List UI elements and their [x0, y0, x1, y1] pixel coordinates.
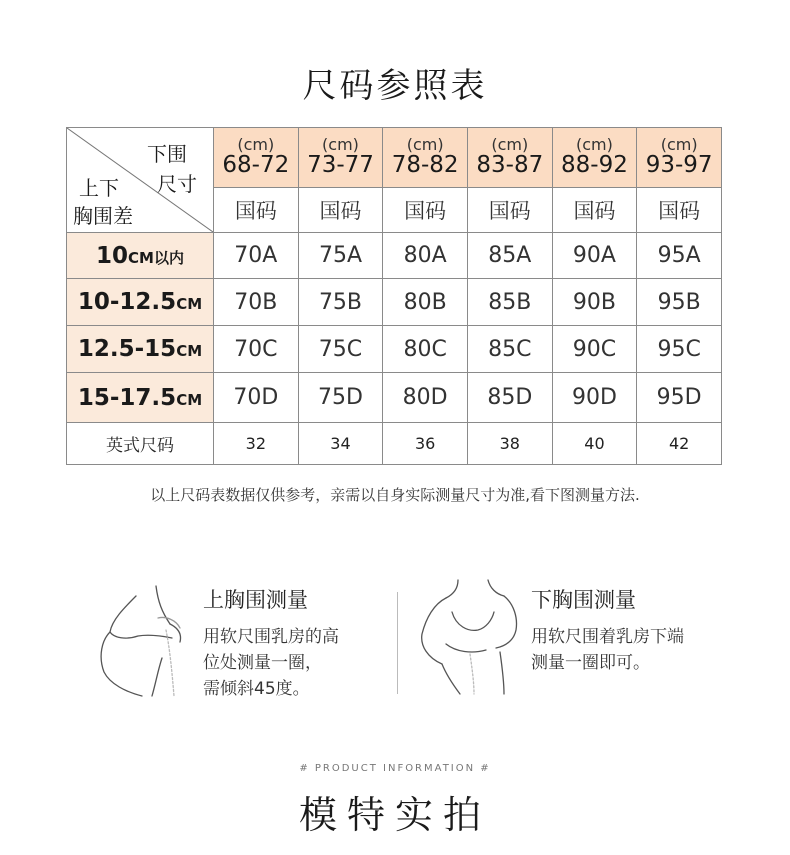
size-cell: 75A — [298, 233, 383, 279]
size-cell: 70A — [214, 233, 299, 279]
size-cell: 85D — [467, 373, 552, 423]
size-cell: 75C — [298, 326, 383, 373]
page-title: 尺码参照表 — [302, 66, 488, 106]
guoma-header-cell: 国码 — [552, 187, 637, 232]
guoma-header-cell: 国码 — [637, 187, 722, 232]
english-size-cell: 40 — [552, 423, 637, 465]
size-cell: 90D — [552, 373, 637, 423]
english-size-label: 英式尺码 — [67, 423, 214, 465]
english-size-cell: 36 — [383, 423, 468, 465]
size-cell: 75D — [298, 373, 383, 423]
size-chart-table — [66, 127, 722, 465]
size-cell: 85A — [467, 233, 552, 279]
row-header-cell: 15-17.5CM — [67, 373, 214, 423]
lower-bust-title: 下胸围测量 — [531, 588, 636, 612]
lower-bust-line: 测量一圈即可。 — [531, 653, 650, 673]
row-header-cell: 10-12.5CM — [67, 279, 214, 326]
product-info-tag: # PRODUCT INFORMATION # — [299, 763, 491, 774]
range-header-cell: (cm) 83-87 — [467, 128, 552, 188]
range-header-cell: (cm) 93-97 — [637, 128, 722, 188]
corner-size-label: 尺寸 — [157, 172, 197, 196]
corner-diff-label: 胸围差 — [73, 204, 133, 228]
row-header-cell: 10CM以内 — [67, 233, 214, 279]
size-cell: 95D — [637, 373, 722, 423]
size-cell: 80C — [383, 326, 468, 373]
size-cell: 80D — [383, 373, 468, 423]
size-cell: 85B — [467, 279, 552, 326]
english-size-cell: 34 — [298, 423, 383, 465]
lower-bust-illustration — [412, 574, 530, 696]
size-cell: 75B — [298, 279, 383, 326]
table-row — [67, 326, 722, 373]
corner-top-bottom-label: 上下 — [79, 176, 119, 200]
guoma-header-cell: 国码 — [383, 187, 468, 232]
table-row — [67, 423, 722, 465]
size-cell: 70B — [214, 279, 299, 326]
size-cell: 95A — [637, 233, 722, 279]
upper-bust-line: 用软尺围乳房的高 — [203, 627, 339, 647]
table-row — [67, 279, 722, 326]
english-size-cell: 32 — [214, 423, 299, 465]
product-section-title: 模特实拍 — [298, 793, 491, 837]
upper-bust-line: 需倾斜45度。 — [203, 679, 310, 699]
english-size-cell: 38 — [467, 423, 552, 465]
upper-bust-illustration — [96, 578, 196, 698]
size-cell: 70C — [214, 326, 299, 373]
guoma-header-cell: 国码 — [298, 187, 383, 232]
row-header-cell: 12.5-15CM — [67, 326, 214, 373]
size-cell: 85C — [467, 326, 552, 373]
upper-bust-instructions — [203, 624, 339, 702]
size-chart-note: 以上尺码表数据仅供参考，亲需以自身实际测量尺寸为准,看下图测量方法. — [150, 486, 640, 504]
range-header-cell: (cm) 73-77 — [298, 128, 383, 188]
corner-under-bust-label: 下围 — [147, 142, 187, 166]
english-size-cell: 42 — [637, 423, 722, 465]
guoma-header-cell: 国码 — [467, 187, 552, 232]
size-cell: 70D — [214, 373, 299, 423]
size-cell: 90C — [552, 326, 637, 373]
range-header-cell: (cm) 78-82 — [383, 128, 468, 188]
lower-bust-measure-block — [531, 584, 684, 676]
upper-bust-measure-block — [203, 584, 339, 702]
table-row — [67, 233, 722, 279]
upper-bust-title: 上胸围测量 — [203, 588, 308, 612]
range-header-cell: (cm) 68-72 — [214, 128, 299, 188]
size-cell: 80A — [383, 233, 468, 279]
corner-header-cell — [67, 128, 214, 233]
size-cell: 95C — [637, 326, 722, 373]
table-row — [67, 373, 722, 423]
lower-bust-line: 用软尺围着乳房下端 — [531, 627, 684, 647]
range-header-cell: (cm) 88-92 — [552, 128, 637, 188]
guoma-header-cell: 国码 — [214, 187, 299, 232]
measure-divider — [397, 592, 398, 694]
upper-bust-line: 位处测量一圈， — [203, 653, 322, 673]
size-cell: 90A — [552, 233, 637, 279]
size-cell: 90B — [552, 279, 637, 326]
size-cell: 95B — [637, 279, 722, 326]
lower-bust-instructions — [531, 624, 684, 676]
size-cell: 80B — [383, 279, 468, 326]
